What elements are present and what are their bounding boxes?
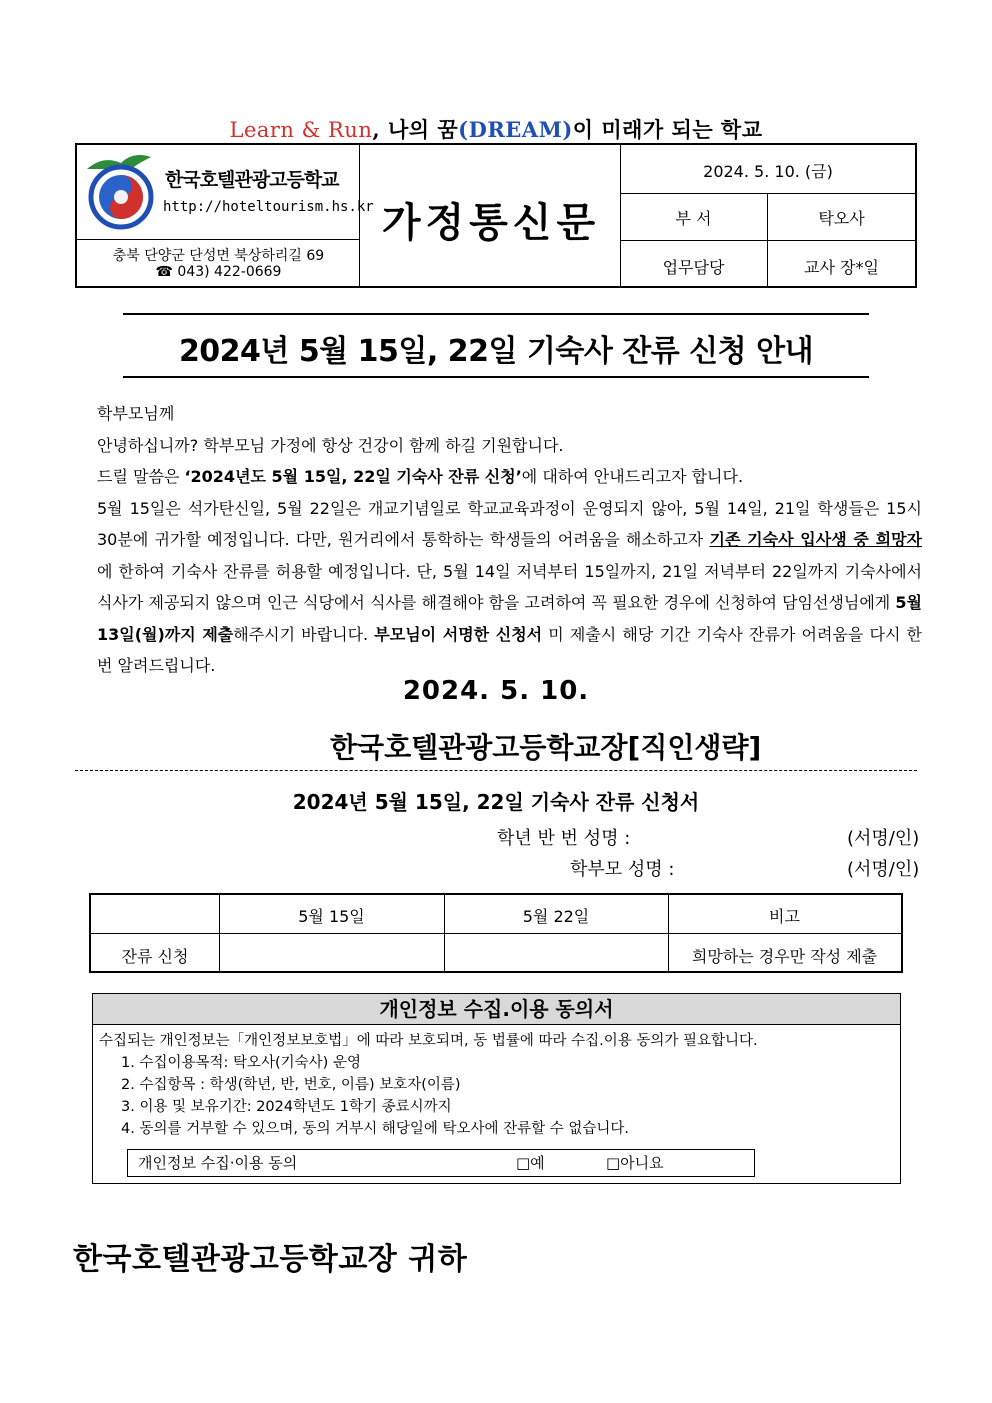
note-cell: 희망하는 경우만 작성 제출: [691, 947, 878, 966]
consent-item: 1. 수집이용목적: 탁오사(기숙사) 운영: [121, 1055, 361, 1071]
purpose-line: 드릴 말씀은 ‘2024년도 5월 15일, 22일 기숙사 잔류 신청’에 대하여 안내드리고자 합니다.: [97, 467, 744, 486]
table-header-may15: 5월 15일: [298, 907, 365, 926]
consent-item: 3. 이용 및 보유기간: 2024학년도 1학기 종료시까지: [121, 1099, 452, 1115]
greeting: 학부모님께: [97, 404, 175, 423]
table-header-note: 비고: [769, 907, 800, 926]
notice-date: 2024. 5. 10. (금): [703, 162, 833, 181]
school-url: http://hoteltourism.hs.kr: [163, 199, 374, 215]
motto-part4: 이 미래가 되는 학교: [572, 117, 763, 142]
form-title: 2024년 5월 15일, 22일 기숙사 잔류 신청서: [292, 790, 700, 814]
parent-name-label: 학부모 성명 :: [570, 859, 675, 880]
school-phone: ☎ 043) 422-0669: [155, 264, 282, 280]
motto-part1: Learn & Run: [229, 118, 373, 142]
consent-intro: 수집되는 개인정보는「개인정보보호법」에 따라 보호되며, 동 법률에 따라 수집.이용 동의가 필요합니다.: [99, 1033, 758, 1049]
table-header-may22: 5월 22일: [522, 907, 590, 926]
letter-body: [89, 398, 922, 682]
consent-agree-row: [127, 1149, 755, 1177]
privacy-consent-box: [92, 993, 901, 1184]
student-name-label: 학년 반 번 성명 :: [497, 828, 631, 849]
staff-value: 교사 장*일: [804, 258, 879, 277]
dept-label: 부 서: [675, 209, 712, 228]
may22-input-cell[interactable]: [445, 934, 667, 971]
row-label-request: 잔류 신청: [121, 947, 189, 966]
greeting-line: 안녕하십니까? 학부모님 가정에 항상 건강이 함께 하길 기원합니다.: [97, 435, 564, 455]
sign-date: 2024. 5. 10.: [402, 676, 590, 706]
school-name: 한국호텔관광고등학교: [165, 169, 339, 191]
request-table: [89, 893, 903, 973]
school-motto: [0, 114, 992, 144]
motto-part2: , 나의 꿈: [372, 117, 459, 142]
document-title: 가정통신문: [381, 199, 601, 246]
consent-title: 개인정보 수집.이용 동의서: [93, 994, 900, 1025]
letterhead-table: [75, 143, 917, 288]
school-logo-icon: [81, 149, 161, 237]
agree-yes-checkbox[interactable]: □예: [516, 1154, 545, 1172]
consent-item: 2. 수집항목 : 학생(학년, 반, 번호, 이름) 보호자(이름): [121, 1077, 461, 1093]
closing-addressee: 한국호텔관광고등학교장 귀하: [73, 1242, 468, 1277]
parent-sign-field[interactable]: (서명/인): [847, 859, 920, 880]
school-address: 충북 단양군 단성면 북상하리길 69: [112, 248, 325, 264]
consent-item: 4. 동의를 거부할 수 있으며, 동의 거부시 해당일에 탁오사에 잔류할 수 없습니다.: [121, 1121, 629, 1137]
motto-part3: (DREAM): [458, 117, 573, 142]
student-sign-field[interactable]: (서명/인): [847, 828, 920, 849]
title-rule-bottom: [123, 376, 869, 378]
cut-line: [75, 770, 917, 771]
main-paragraph: 5월 15일은 석가탄신일, 5월 22일은 개교기념일로 학교교육과정이 운영되지 않아, 5월 14일, 21일 학생들은 15시 30분에 귀가할 예정입니다. 다만, 원거리에서 통학하는 학생들의 어려움을 해소하고자 기존 기숙사 입사생 중 희망자에 한하여 기숙사 잔류를 허용할 예정입니다. 단, 5월 14일 저녁부터 15일까지, 21일 저녁부터 22일까지 기숙사에서 식사가 제공되지 않으며 인근 식당에서 식사를 해결해야 함을 고려하여 꼭 필요한 경우에 신청하여 담임선생님에게 5월 13일(월)까지 제출해주시기 바랍니다. 부모님이 서명한 신청서 미 제출시 해당 기간 기숙사 잔류가 어려움을 다시 한 번 알려드립니다.: [97, 498, 923, 675]
dept-value: 탁오사: [818, 209, 865, 228]
agree-label: 개인정보 수집·이용 동의: [138, 1154, 298, 1172]
title-rule-top: [123, 313, 869, 315]
staff-label: 업무담당: [662, 258, 725, 277]
consent-body: [99, 1030, 758, 1140]
principal-signature: 한국호텔관광고등학교장[직인생략]: [330, 731, 762, 764]
main-title: 2024년 5월 15일, 22일 기숙사 잔류 신청 안내: [178, 334, 814, 369]
may15-input-cell[interactable]: [220, 934, 443, 971]
agree-no-checkbox[interactable]: □아니요: [606, 1154, 664, 1172]
